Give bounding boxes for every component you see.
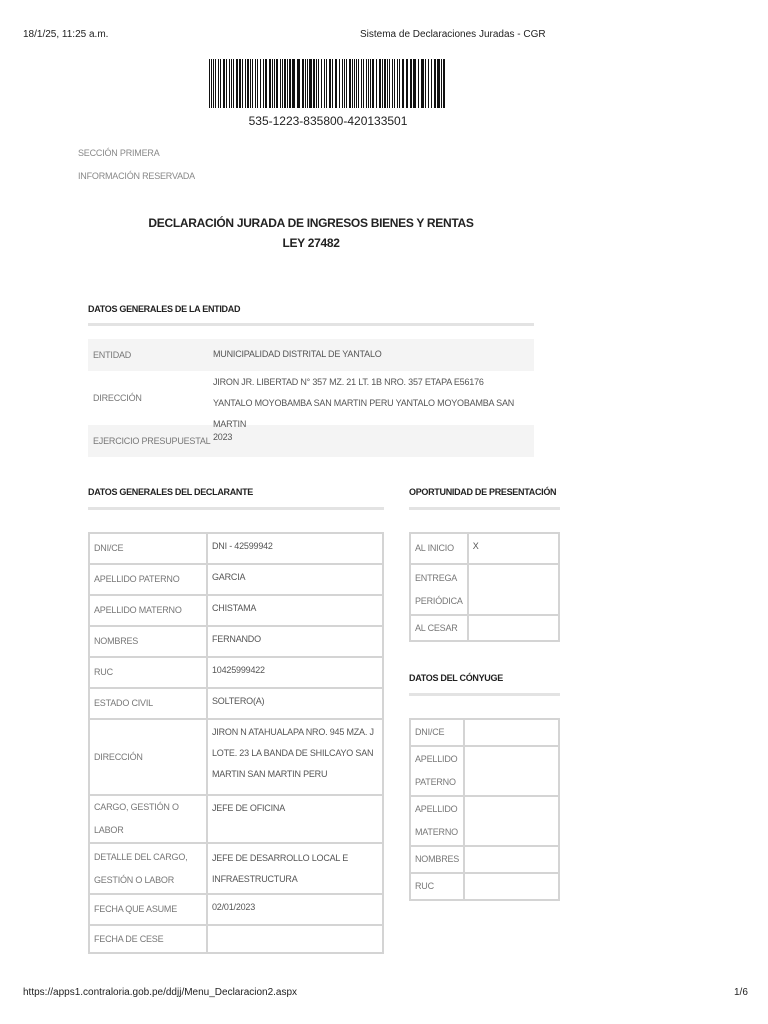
declarante-heading: DATOS GENERALES DEL DECLARANTE bbox=[88, 487, 254, 497]
al-cesar-label: AL CESAR bbox=[410, 615, 468, 641]
table-row bbox=[410, 719, 559, 746]
print-datetime: 18/1/25, 11:25 a.m. bbox=[23, 29, 109, 40]
oportunidad-heading: OPORTUNIDAD DE PRESENTACIÓN bbox=[409, 487, 557, 497]
entidad-divider bbox=[88, 323, 534, 326]
oportunidad-divider bbox=[409, 507, 560, 510]
footer-page-number: 1/6 bbox=[734, 987, 748, 998]
table-row bbox=[89, 595, 383, 626]
conyuge-apellido-paterno-label: APELLIDO PATERNO bbox=[410, 746, 464, 796]
barcode-number: 535-1223-835800-420133501 bbox=[248, 114, 408, 128]
apellido-materno-value: CHISTAMA bbox=[207, 595, 383, 626]
direccion-label: DIRECCIÓN bbox=[89, 719, 207, 795]
cargo-label: CARGO, GESTIÓN O LABOR bbox=[89, 795, 207, 843]
fecha-asume-label: FECHA QUE ASUME bbox=[89, 894, 207, 925]
entidad-row bbox=[88, 339, 534, 371]
footer-url: https://apps1.contraloria.gob.pe/ddjj/Menu_Declaracion2.aspx bbox=[23, 987, 298, 998]
estado-civil-label: ESTADO CIVIL bbox=[89, 688, 207, 719]
document-title: DECLARACIÓN JURADA DE INGRESOS BIENES Y RENTAS bbox=[148, 216, 474, 230]
dni-label: DNI/CE bbox=[89, 533, 207, 564]
conyuge-table bbox=[409, 718, 560, 901]
fecha-cese-value bbox=[207, 925, 383, 953]
declarante-table bbox=[88, 532, 384, 954]
apellido-materno-label: APELLIDO MATERNO bbox=[89, 595, 207, 626]
direccion-value: JIRON JR. LIBERTAD N° 357 MZ. 21 LT. 1B NRO. 357 ETAPA E56176 YANTALO MOYOBAMBA SAN MARTIN PERU YANTALO MOYOBAMBA SAN MARTIN bbox=[213, 377, 515, 429]
apellido-paterno-label: APELLIDO PATERNO bbox=[89, 564, 207, 595]
table-row bbox=[89, 795, 383, 843]
conyuge-nombres-value bbox=[464, 846, 559, 873]
table-row bbox=[89, 688, 383, 719]
ruc-label: RUC bbox=[89, 657, 207, 688]
table-row bbox=[410, 564, 559, 615]
dni-value: DNI - 42599942 bbox=[207, 533, 383, 564]
table-row bbox=[89, 925, 383, 953]
detalle-cargo-value: JEFE DE DESARROLLO LOCAL E INFRAESTRUCTURA bbox=[207, 843, 383, 894]
estado-civil-value: SOLTERO(A) bbox=[207, 688, 383, 719]
entidad-row bbox=[88, 425, 534, 457]
ruc-value: 10425999422 bbox=[207, 657, 383, 688]
table-row bbox=[410, 533, 559, 564]
entidad-heading: DATOS GENERALES DE LA ENTIDAD bbox=[88, 304, 241, 314]
nombres-value: FERNANDO bbox=[207, 626, 383, 657]
entrega-periodica-label: ENTREGA PERIÓDICA bbox=[410, 564, 468, 615]
direccion-label: DIRECCIÓN bbox=[93, 393, 142, 403]
table-row bbox=[410, 873, 559, 900]
al-inicio-value: X bbox=[468, 533, 559, 564]
conyuge-dni-label: DNI/CE bbox=[410, 719, 464, 746]
ejercicio-value: 2023 bbox=[213, 432, 233, 442]
al-inicio-label: AL INICIO bbox=[410, 533, 468, 564]
conyuge-apellido-materno-value bbox=[464, 796, 559, 846]
declarante-divider bbox=[88, 507, 384, 510]
table-row bbox=[410, 846, 559, 873]
direccion-value: JIRON N ATAHUALAPA NRO. 945 MZA. J LOTE. 23 LA BANDA DE SHILCAYO SAN MARTIN SAN MARTIN PERU bbox=[207, 719, 383, 795]
entidad-row bbox=[88, 371, 534, 429]
table-row bbox=[89, 533, 383, 564]
conyuge-ruc-label: RUC bbox=[410, 873, 464, 900]
nombres-label: NOMBRES bbox=[89, 626, 207, 657]
conyuge-ruc-value bbox=[464, 873, 559, 900]
ejercicio-label: EJERCICIO PRESUPUESTAL bbox=[93, 436, 211, 446]
entidad-table bbox=[88, 339, 534, 457]
table-row bbox=[410, 746, 559, 796]
fecha-asume-value: 02/01/2023 bbox=[207, 894, 383, 925]
conyuge-apellido-paterno-value bbox=[464, 746, 559, 796]
barcode-image bbox=[208, 59, 448, 108]
conyuge-divider bbox=[409, 693, 560, 696]
section-sublabel: INFORMACIÓN RESERVADA bbox=[78, 171, 195, 181]
document-law: LEY 27482 bbox=[282, 236, 340, 250]
conyuge-nombres-label: NOMBRES bbox=[410, 846, 464, 873]
table-row bbox=[89, 843, 383, 894]
section-label: SECCIÓN PRIMERA bbox=[78, 148, 160, 158]
detalle-cargo-label: DETALLE DEL CARGO, GESTIÓN O LABOR bbox=[89, 843, 207, 894]
entrega-periodica-value bbox=[468, 564, 559, 615]
cargo-value: JEFE DE OFICINA bbox=[207, 795, 383, 843]
oportunidad-table bbox=[409, 532, 560, 642]
table-row bbox=[89, 719, 383, 795]
table-row bbox=[410, 615, 559, 641]
conyuge-heading: DATOS DEL CÓNYUGE bbox=[409, 673, 503, 683]
table-row bbox=[89, 626, 383, 657]
table-row bbox=[89, 894, 383, 925]
print-page-title: Sistema de Declaraciones Juradas - CGR bbox=[360, 29, 546, 40]
entidad-label: ENTIDAD bbox=[93, 350, 132, 360]
table-row bbox=[89, 657, 383, 688]
apellido-paterno-value: GARCIA bbox=[207, 564, 383, 595]
table-row bbox=[410, 796, 559, 846]
fecha-cese-label: FECHA DE CESE bbox=[89, 925, 207, 953]
al-cesar-value bbox=[468, 615, 559, 641]
conyuge-apellido-materno-label: APELLIDO MATERNO bbox=[410, 796, 464, 846]
conyuge-dni-value bbox=[464, 719, 559, 746]
entidad-value: MUNICIPALIDAD DISTRITAL DE YANTALO bbox=[213, 349, 382, 359]
table-row bbox=[89, 564, 383, 595]
